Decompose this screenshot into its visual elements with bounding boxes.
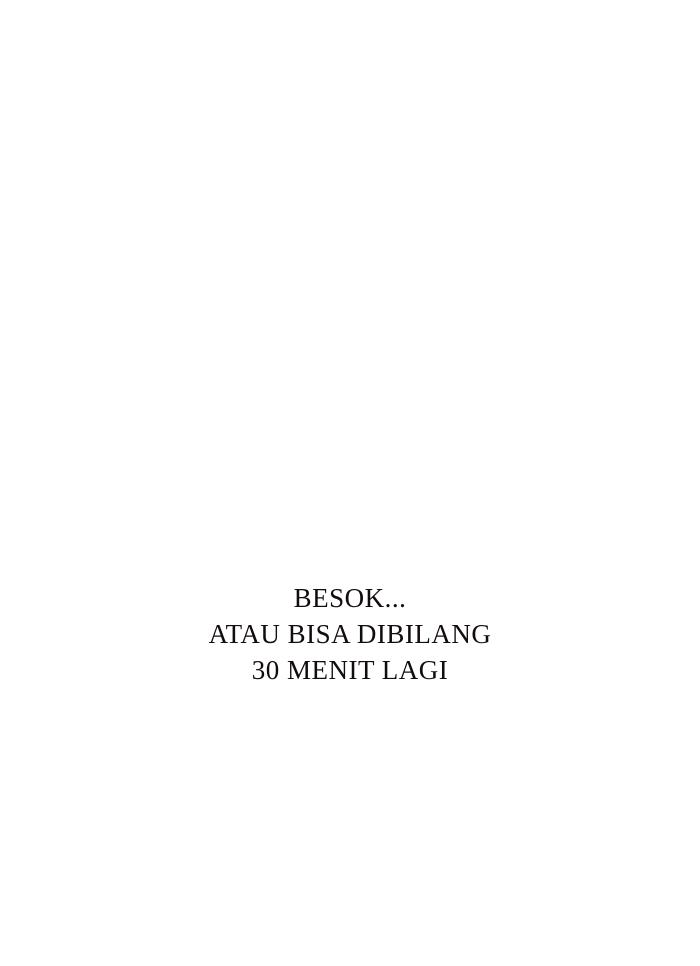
caption-line-2: ATAU BISA DIBILANG: [208, 619, 492, 649]
caption-line-1: BESOK...: [293, 583, 407, 613]
caption-line-3: 30 MENIT LAGI: [251, 655, 449, 685]
caption-text-block: [0, 580, 700, 688]
